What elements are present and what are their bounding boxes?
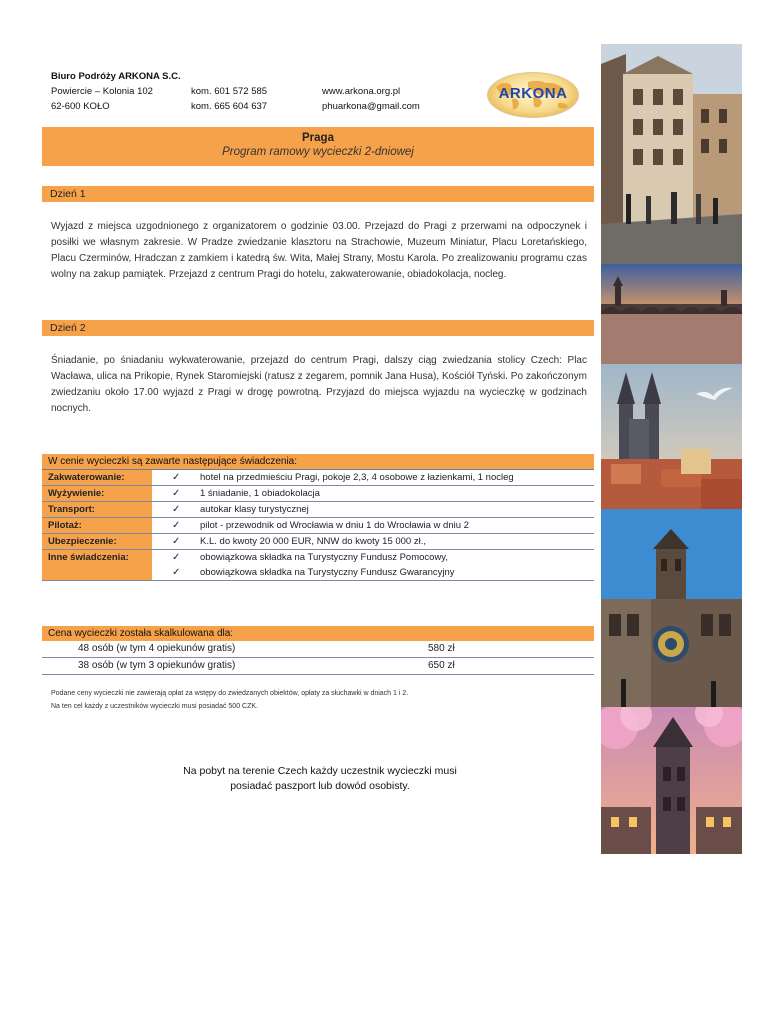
- table-row: [42, 658, 594, 675]
- notice-line2: posiadać paszport lub dowód osobisty.: [230, 780, 410, 792]
- table-row: [42, 486, 594, 502]
- service-value: K.L. do kwoty 20 000 EUR, NNW do kwoty 15 000 zł.,: [200, 536, 426, 547]
- service-value: 1 śniadanie, 1 obiadokolacja: [200, 488, 320, 499]
- price-group: 38 osób (w tym 3 opiekunów gratis): [78, 660, 236, 671]
- table-row: [42, 502, 594, 518]
- page-subtitle: Program ramowy wycieczki 2-dniowej: [222, 146, 414, 158]
- day2-heading: Dzień 2: [42, 320, 594, 336]
- day1-heading: Dzień 1: [42, 186, 594, 202]
- table-row: [42, 534, 594, 550]
- day1-description: Wyjazd z miejsca uzgodnionego z organizatorem o godzinie 03.00. Przejazd do Pragi z przerwami na odpoczynek i posiłki we własnym zakresie. W Pradze zwiedzanie klasztoru na Strachowie, Muzeum Miniatur, Placu Loretańskiego, Placu Czerminów, Hradczan z zamkiem i katedrą św. Wita, Małej Strany, Mostu Karola. Po zrealizowaniu programu czas wolny na zakup pamiątek. Przejazd z centrum Pragi do hotelu, zakwaterowanie, obiadokolacja, nocleg.: [51, 221, 587, 280]
- photo-clock-tower: [601, 509, 742, 707]
- service-label: Ubezpieczenie:: [42, 534, 152, 549]
- service-value: obowiązkowa składka na Turystyczny Fundusz Gwarancyjny: [200, 567, 455, 578]
- photo-street: [601, 44, 742, 264]
- photo-tyn-church: [601, 364, 742, 509]
- check-icon: ✓: [172, 472, 181, 483]
- service-value: hotel na przedmieściu Pragi, pokoje 2,3, 4 osobowe z łazienkami, 1 nocleg: [200, 472, 514, 483]
- service-value: autokar klasy turystycznej: [200, 504, 309, 515]
- page-title: Praga: [302, 132, 334, 144]
- price-note: Na ten cel każdy z uczestników wycieczki musi posiadać 500 CZK.: [51, 703, 258, 710]
- table-row: [42, 470, 594, 486]
- check-icon: ✓: [172, 552, 181, 563]
- service-label: Pilotaż:: [42, 518, 152, 533]
- service-value: obowiązkowa składka na Turystyczny Fundusz Pomocowy,: [200, 552, 448, 563]
- table-row: [42, 550, 594, 581]
- check-icon: ✓: [172, 488, 181, 499]
- day2-description: Śniadanie, po śniadaniu wykwaterowanie, przejazd do centrum Pragi, dalszy ciąg zwiedzania stolicy Czech: Plac Wacława, ulica na Prikopie, Rynek Staromiejski (ratusz z zegarem, pomnik Jana Husa), Kościół Tyński. Po zakończonym zwiedzaniu około 17.00 wyjazd z Pragi w drogę powrotną. Przyjazd do miejsca wyjazdu na wycieczkę w godzinach nocnych.: [51, 355, 587, 414]
- table-row: [42, 518, 594, 534]
- table-row: [42, 641, 594, 658]
- check-icon: ✓: [172, 520, 181, 531]
- title-banner: [42, 127, 594, 166]
- service-label: Zakwaterowanie:: [42, 470, 152, 485]
- price-value: 650 zł: [428, 660, 455, 671]
- service-label: Transport:: [42, 502, 152, 517]
- service-label: Wyżywienie:: [42, 486, 152, 501]
- check-icon: ✓: [172, 536, 181, 547]
- phone-block: [191, 84, 267, 114]
- services-heading: W cenie wycieczki są zawarte następujące świadczenia:: [42, 454, 594, 470]
- service-value: pilot - przewodnik od Wrocławia w dniu 1 do Wrocławia w dniu 2: [200, 520, 469, 531]
- notice-line1: Na pobyt na terenie Czech każdy uczestnik wycieczki musi: [183, 765, 457, 777]
- contact-web-block: [322, 84, 420, 114]
- photo-bridge: [601, 264, 742, 364]
- website-link[interactable]: www.arkona.org.pl: [322, 86, 401, 97]
- logo-text: ARKONA: [498, 85, 568, 102]
- phone-1: kom. 601 572 585: [191, 86, 268, 97]
- price-value: 580 zł: [428, 643, 455, 654]
- price-group: 48 osób (w tym 4 opiekunów gratis): [78, 643, 236, 654]
- address-line1: Powiercie – Kolonia 102: [51, 86, 153, 97]
- company-name: Biuro Podróży ARKONA S.C.: [51, 71, 181, 82]
- company-block: [51, 69, 181, 114]
- service-label: Inne świadczenia:: [42, 550, 152, 580]
- check-icon: ✓: [172, 504, 181, 515]
- arkona-logo: [487, 72, 579, 118]
- price-table: [42, 626, 594, 675]
- check-icon: ✓: [172, 567, 181, 578]
- address-line2: 62-600 KOŁO: [51, 101, 110, 112]
- phone-2: kom. 665 604 637: [191, 101, 268, 112]
- photo-strip: [601, 44, 742, 854]
- price-note: Podane ceny wycieczki nie zawierają opłat za wstępy do zwiedzanych obiektów, opłaty za słuchawki w dniach 1 i 2.: [51, 690, 409, 697]
- document-notice: [150, 764, 490, 794]
- price-heading: Cena wycieczki została skalkulowana dla:: [42, 626, 594, 641]
- photo-powder-tower: [601, 707, 742, 854]
- email-link[interactable]: phuarkona@gmail.com: [322, 101, 420, 112]
- services-table: [42, 454, 594, 581]
